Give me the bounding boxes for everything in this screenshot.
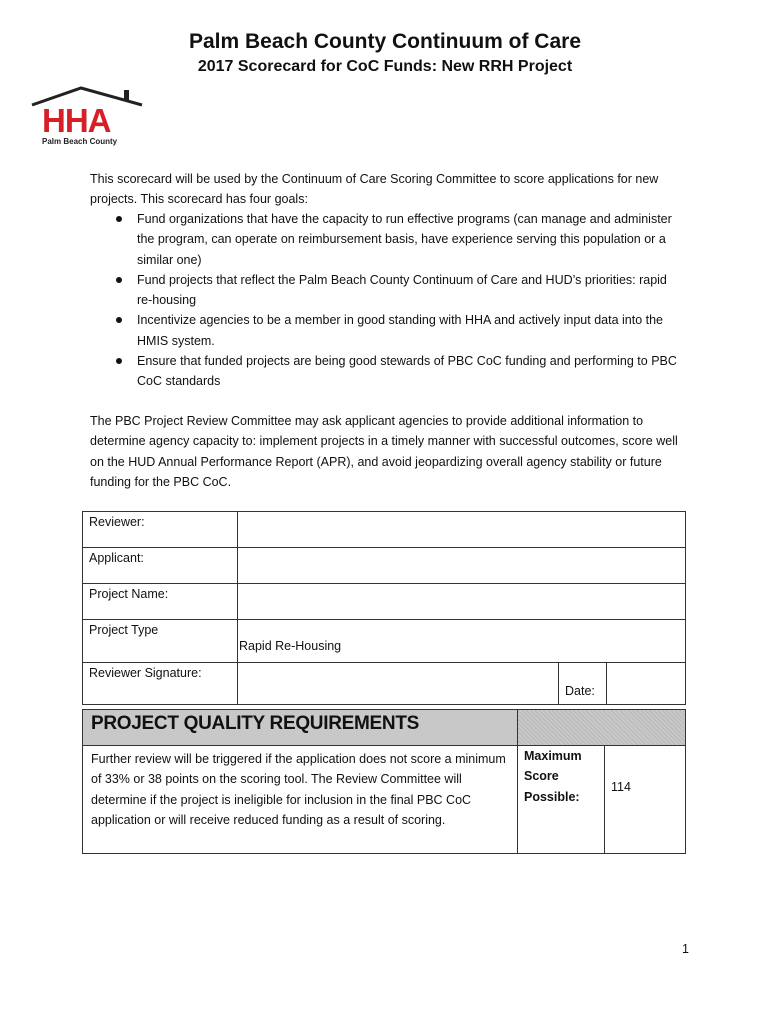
intro-paragraph: This scorecard will be used by the Continuum of Care Scoring Committee to score applications for new projects. This scorecard has four goals: — [90, 172, 659, 207]
reviewer-label: Reviewer: — [83, 512, 238, 548]
signature-field[interactable] — [238, 663, 559, 705]
table-row — [83, 512, 686, 548]
section-heading: PROJECT QUALITY REQUIREMENTS — [83, 710, 518, 746]
table-row — [83, 548, 686, 584]
project-name-field[interactable] — [238, 584, 686, 620]
signature-label: Reviewer Signature: — [83, 663, 238, 705]
page-title: Palm Beach County Continuum of Care — [188, 30, 582, 53]
quality-description: Further review will be triggered if the application does not score a minimum of 33% or 38 points on the scoring tool. The Review Committee will determine if the project is ineligible for inclusion in the final PBC CoC application or will receive reduced funding as a result of scoring. — [83, 746, 518, 854]
max-score-label-line: Score — [524, 769, 559, 784]
table-row — [83, 620, 686, 663]
logo-text: HHA — [42, 102, 111, 139]
reviewer-info-table — [82, 511, 686, 705]
goal-item: Incentivize agencies to be a member in good standing with HHA and actively input data into the HMIS system. — [113, 310, 683, 351]
table-row — [83, 663, 686, 705]
project-quality-table — [82, 709, 686, 854]
goals-list — [113, 209, 683, 392]
heading-shaded-cell — [518, 710, 686, 746]
max-score-label-line: Possible: — [524, 789, 580, 804]
date-field[interactable] — [607, 663, 686, 705]
project-type-label: Project Type — [83, 620, 238, 663]
table-row — [83, 584, 686, 620]
goal-item: Ensure that funded projects are being good stewards of PBC CoC funding and performing to PBC CoC standards — [113, 351, 683, 392]
hha-logo — [30, 84, 144, 150]
project-name-label: Project Name: — [83, 584, 238, 620]
project-type-field[interactable]: Rapid Re-Housing — [238, 620, 686, 663]
goal-item: Fund organizations that have the capacity to run effective programs (can manage and administer the program, can operate on reimbursement basis, have experience serving this population or a similar one) — [113, 209, 683, 270]
page-subtitle: 2017 Scorecard for CoC Funds: New RRH Project — [197, 58, 573, 75]
table-row — [83, 746, 686, 854]
max-score-label — [518, 746, 605, 854]
applicant-field[interactable] — [238, 548, 686, 584]
goal-item: Fund projects that reflect the Palm Beach County Continuum of Care and HUD’s priorities: rapid re-housing — [113, 270, 683, 311]
max-score-value: 114 — [605, 746, 686, 854]
date-label: Date: — [559, 663, 607, 705]
max-score-label-line: Maximum — [524, 749, 582, 763]
logo-subtext: Palm Beach County — [42, 137, 118, 146]
page-number: 1 — [682, 942, 689, 956]
applicant-label: Applicant: — [83, 548, 238, 584]
table-row — [83, 710, 686, 746]
reviewer-field[interactable] — [238, 512, 686, 548]
review-committee-paragraph: The PBC Project Review Committee may ask applicant agencies to provide additional information to determine agency capacity to: implement projects in a timely manner with successful outcomes, score well on the HUD Annual Performance Report (APR), and avoid jeopardizing overall agency stability or future funding for the PBC CoC. — [90, 414, 678, 489]
